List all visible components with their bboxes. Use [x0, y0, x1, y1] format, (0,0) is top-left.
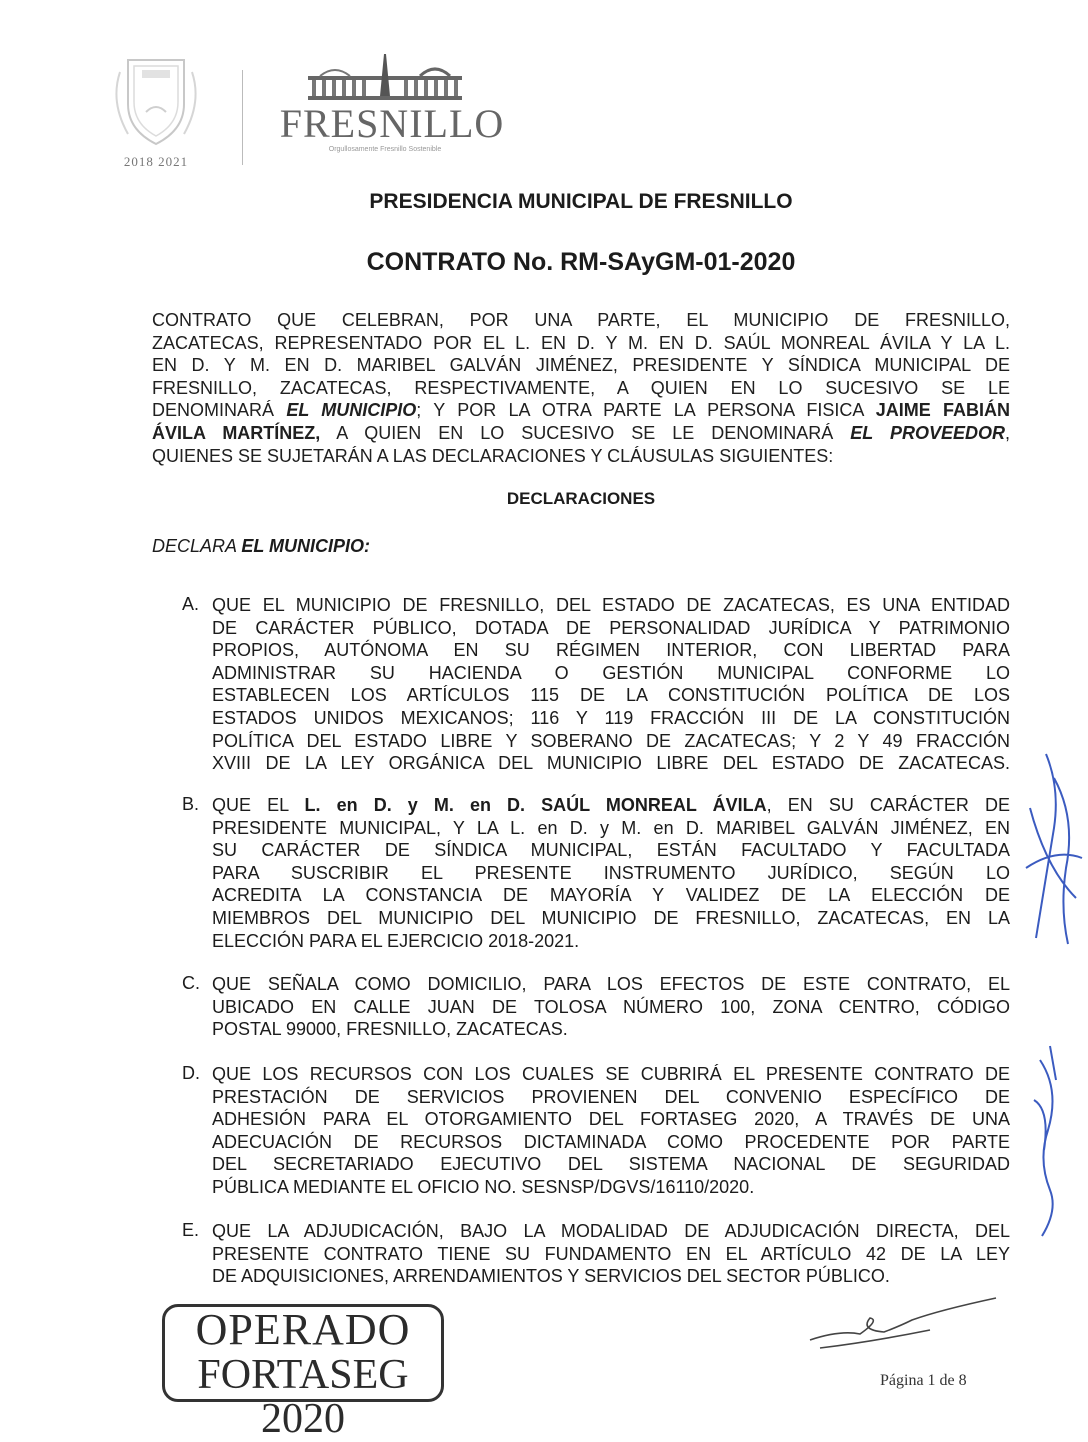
intro-text: , [1004, 422, 1010, 443]
intro-text: ; Y POR LA OTRA PARTE LA PERSONA FISICA [416, 400, 876, 421]
city-name-logo: FRESNILLO [279, 101, 505, 146]
declara-heading [152, 536, 370, 557]
item-line: UBICADO EN CALLE JUAN DE TOLOSA NÚMERO 100, ZONA CENTRO, CÓDIGO [212, 996, 1010, 1017]
item-line: PRESIDENTE MUNICIPAL, Y LA L. en D. y M. en D. MARIBEL GALVÁN JIMÉNEZ, EN [212, 817, 1010, 838]
declara-prefix: DECLARA [152, 536, 242, 556]
declaration-item-d [182, 1063, 1010, 1199]
item-line: QUE LOS RECURSOS CON LOS CUALES SE CUBRIRÁ EL PRESENTE CONTRATO DE [212, 1064, 1010, 1084]
municipal-seal-logo [100, 42, 212, 174]
item-line: SU CARÁCTER DE SÍNDICA MUNICIPAL, ESTÁN FACULTADO Y FACULTADA [212, 840, 1010, 861]
contract-number: CONTRATO No. RM-SAyGM-01-2020 [366, 248, 796, 276]
provider-name: JAIME FABIÁN [875, 400, 1011, 421]
intro-line: EN D. Y M. EN D. MARIBEL GALVÁN JIMÉNEZ, PRESIDENTE Y SÍNDICA MUNICIPAL DE [152, 355, 1010, 376]
provider-name: ÁVILA MARTÍNEZ, [152, 422, 321, 443]
item-text: QUE EL [212, 795, 305, 815]
declaration-item-b [182, 794, 1010, 952]
operado-stamp [162, 1304, 444, 1442]
seal-years: 2018 2021 [123, 154, 189, 169]
signature-icon [800, 1290, 1000, 1360]
item-line [212, 794, 1010, 817]
signature-mark-icon [1016, 748, 1088, 948]
item-text: , EN SU CARÁCTER DE [766, 795, 1010, 815]
intro-text: DENOMINARÁ [152, 400, 287, 421]
initials-mark-icon [1020, 1040, 1070, 1240]
item-line: ADHESIÓN PARA EL OTORGAMIENTO DEL FORTASEG 2020, A TRAVÉS DE UNA [212, 1109, 1010, 1130]
item-letter: D. [182, 1063, 200, 1083]
el-municipio-term: EL MUNICIPIO [286, 400, 417, 421]
intro-line: QUIENES SE SUJETARÁN A LAS DECLARACIONES Y CLÁUSULAS SIGUIENTES: [152, 445, 834, 466]
item-line: DE ADQUISICIONES, ARRENDAMIENTOS Y SERVICIOS DEL SECTOR PÚBLICO. [212, 1266, 890, 1287]
item-letter: B. [182, 794, 200, 814]
item-line: DEL SECRETARIADO EJECUTIVO DEL SISTEMA NACIONAL DE SEGURIDAD [212, 1154, 1010, 1175]
item-line: QUE SEÑALA COMO DOMICILIO, PARA LOS EFECTOS DE ESTE CONTRATO, EL [212, 974, 1010, 994]
item-line: PRESENTE CONTRATO TIENE SU FUNDAMENTO EN EL ARTÍCULO 42 DE LA LEY [212, 1243, 1010, 1264]
intro-text: A QUIEN EN LO SUCESIVO SE LE DENOMINARÁ [320, 422, 851, 443]
intro-line [152, 422, 1010, 445]
intro-line: ZACATECAS, REPRESENTADO POR EL L. EN D. Y M. EN D. SAÚL MONREAL ÁVILA Y LA L. [152, 332, 1010, 353]
item-line: ELECCIÓN PARA EL EJERCICIO 2018-2021. [212, 930, 580, 951]
page-title: PRESIDENCIA MUNICIPAL DE FRESNILLO [369, 190, 793, 213]
header-divider [242, 70, 243, 165]
stamp-line: FORTASEG 2020 [197, 1352, 409, 1442]
item-line: MIEMBROS DEL MUNICIPIO DEL MUNICIPIO DE FRESNILLO, ZACATECAS, EN LA [212, 907, 1010, 928]
declaration-item-a [182, 594, 1010, 775]
item-line: ADECUACIÓN DE RECURSOS DICTAMINADA COMO PROCEDENTE POR PARTE [212, 1131, 1010, 1152]
intro-line [152, 399, 1010, 422]
item-line: ESTABLECEN LOS ARTÍCULOS 115 DE LA CONSTITUCIÓN POLÍTICA DE LOS [212, 685, 1010, 706]
city-tagline: Orgullosamente Fresnillo Sostenible [328, 146, 442, 153]
declaration-item-c [182, 973, 1010, 1041]
item-line: ESTADOS UNIDOS MEXICANOS; 116 Y 119 FRACCIÓN III DE LA CONSTITUCIÓN [212, 707, 1010, 728]
declara-subject: EL MUNICIPIO: [241, 536, 371, 556]
item-line: POSTAL 99000, FRESNILLO, ZACATECAS. [212, 1019, 568, 1040]
intro-line: CONTRATO QUE CELEBRAN, POR UNA PARTE, EL MUNICIPIO DE FRESNILLO, [152, 310, 1010, 330]
item-line: ADMINISTRAR SU HACIENDA O GESTIÓN MUNICIPAL CONFORME LO [212, 662, 1010, 683]
item-line: PRESTACIÓN DE SERVICIOS PROVIENEN DEL CONVENIO ESPECÍFICO DE [212, 1086, 1010, 1107]
item-line: PARA SUSCRIBIR EL PRESENTE INSTRUMENTO JURÍDICO, SEGÚN LO [212, 862, 1010, 883]
item-letter: A. [182, 594, 200, 614]
item-line: QUE EL MUNICIPIO DE FRESNILLO, DEL ESTADO DE ZACATECAS, ES UNA ENTIDAD [212, 595, 1010, 615]
item-line: DE CARÁCTER PÚBLICO, DOTADA DE PERSONALIDAD JURÍDICA Y PATRIMONIO [212, 617, 1010, 638]
item-line: PROPIOS, AUTÓNOMA EN SU RÉGIMEN INTERIOR, CON LIBERTAD PARA [212, 640, 1010, 661]
item-line: PÚBLICA MEDIANTE EL OFICIO NO. SESNSP/DGVS/16110/2020. [212, 1176, 755, 1197]
item-line: XVIII DE LA LEY ORGÁNICA DEL MUNICIPIO LIBRE DEL ESTADO DE ZACATECAS. [212, 753, 1010, 774]
seal-emblem-icon [100, 42, 212, 152]
item-line: POLÍTICA DEL ESTADO LIBRE Y SOBERANO DE ZACATECAS; Y 2 Y 49 FRACCIÓN [212, 730, 1010, 751]
stamp-line: OPERADO [195, 1305, 411, 1354]
el-proveedor-term: EL PROVEEDOR [850, 422, 1005, 443]
president-name: L. en D. y M. en D. SAÚL MONREAL ÁVILA [304, 795, 767, 815]
item-line: QUE LA ADJUDICACIÓN, BAJO LA MODALIDAD DE ADJUDICACIÓN DIRECTA, DEL [212, 1221, 1010, 1241]
intro-line: FRESNILLO, ZACATECAS, RESPECTIVAMENTE, A QUIEN EN LO SUCESIVO SE LE [152, 377, 1010, 398]
item-line: ACREDITA LA CONSTANCIA DE MAYORÍA Y VALIDEZ DE LA ELECCIÓN DE [212, 885, 1010, 906]
declaration-item-e [182, 1220, 1010, 1288]
item-letter: C. [182, 973, 200, 993]
page-number: Página 1 de 8 [880, 1372, 967, 1389]
declaraciones-heading: DECLARACIONES [506, 489, 656, 508]
intro-paragraph [152, 309, 1010, 467]
item-letter: E. [182, 1220, 200, 1240]
